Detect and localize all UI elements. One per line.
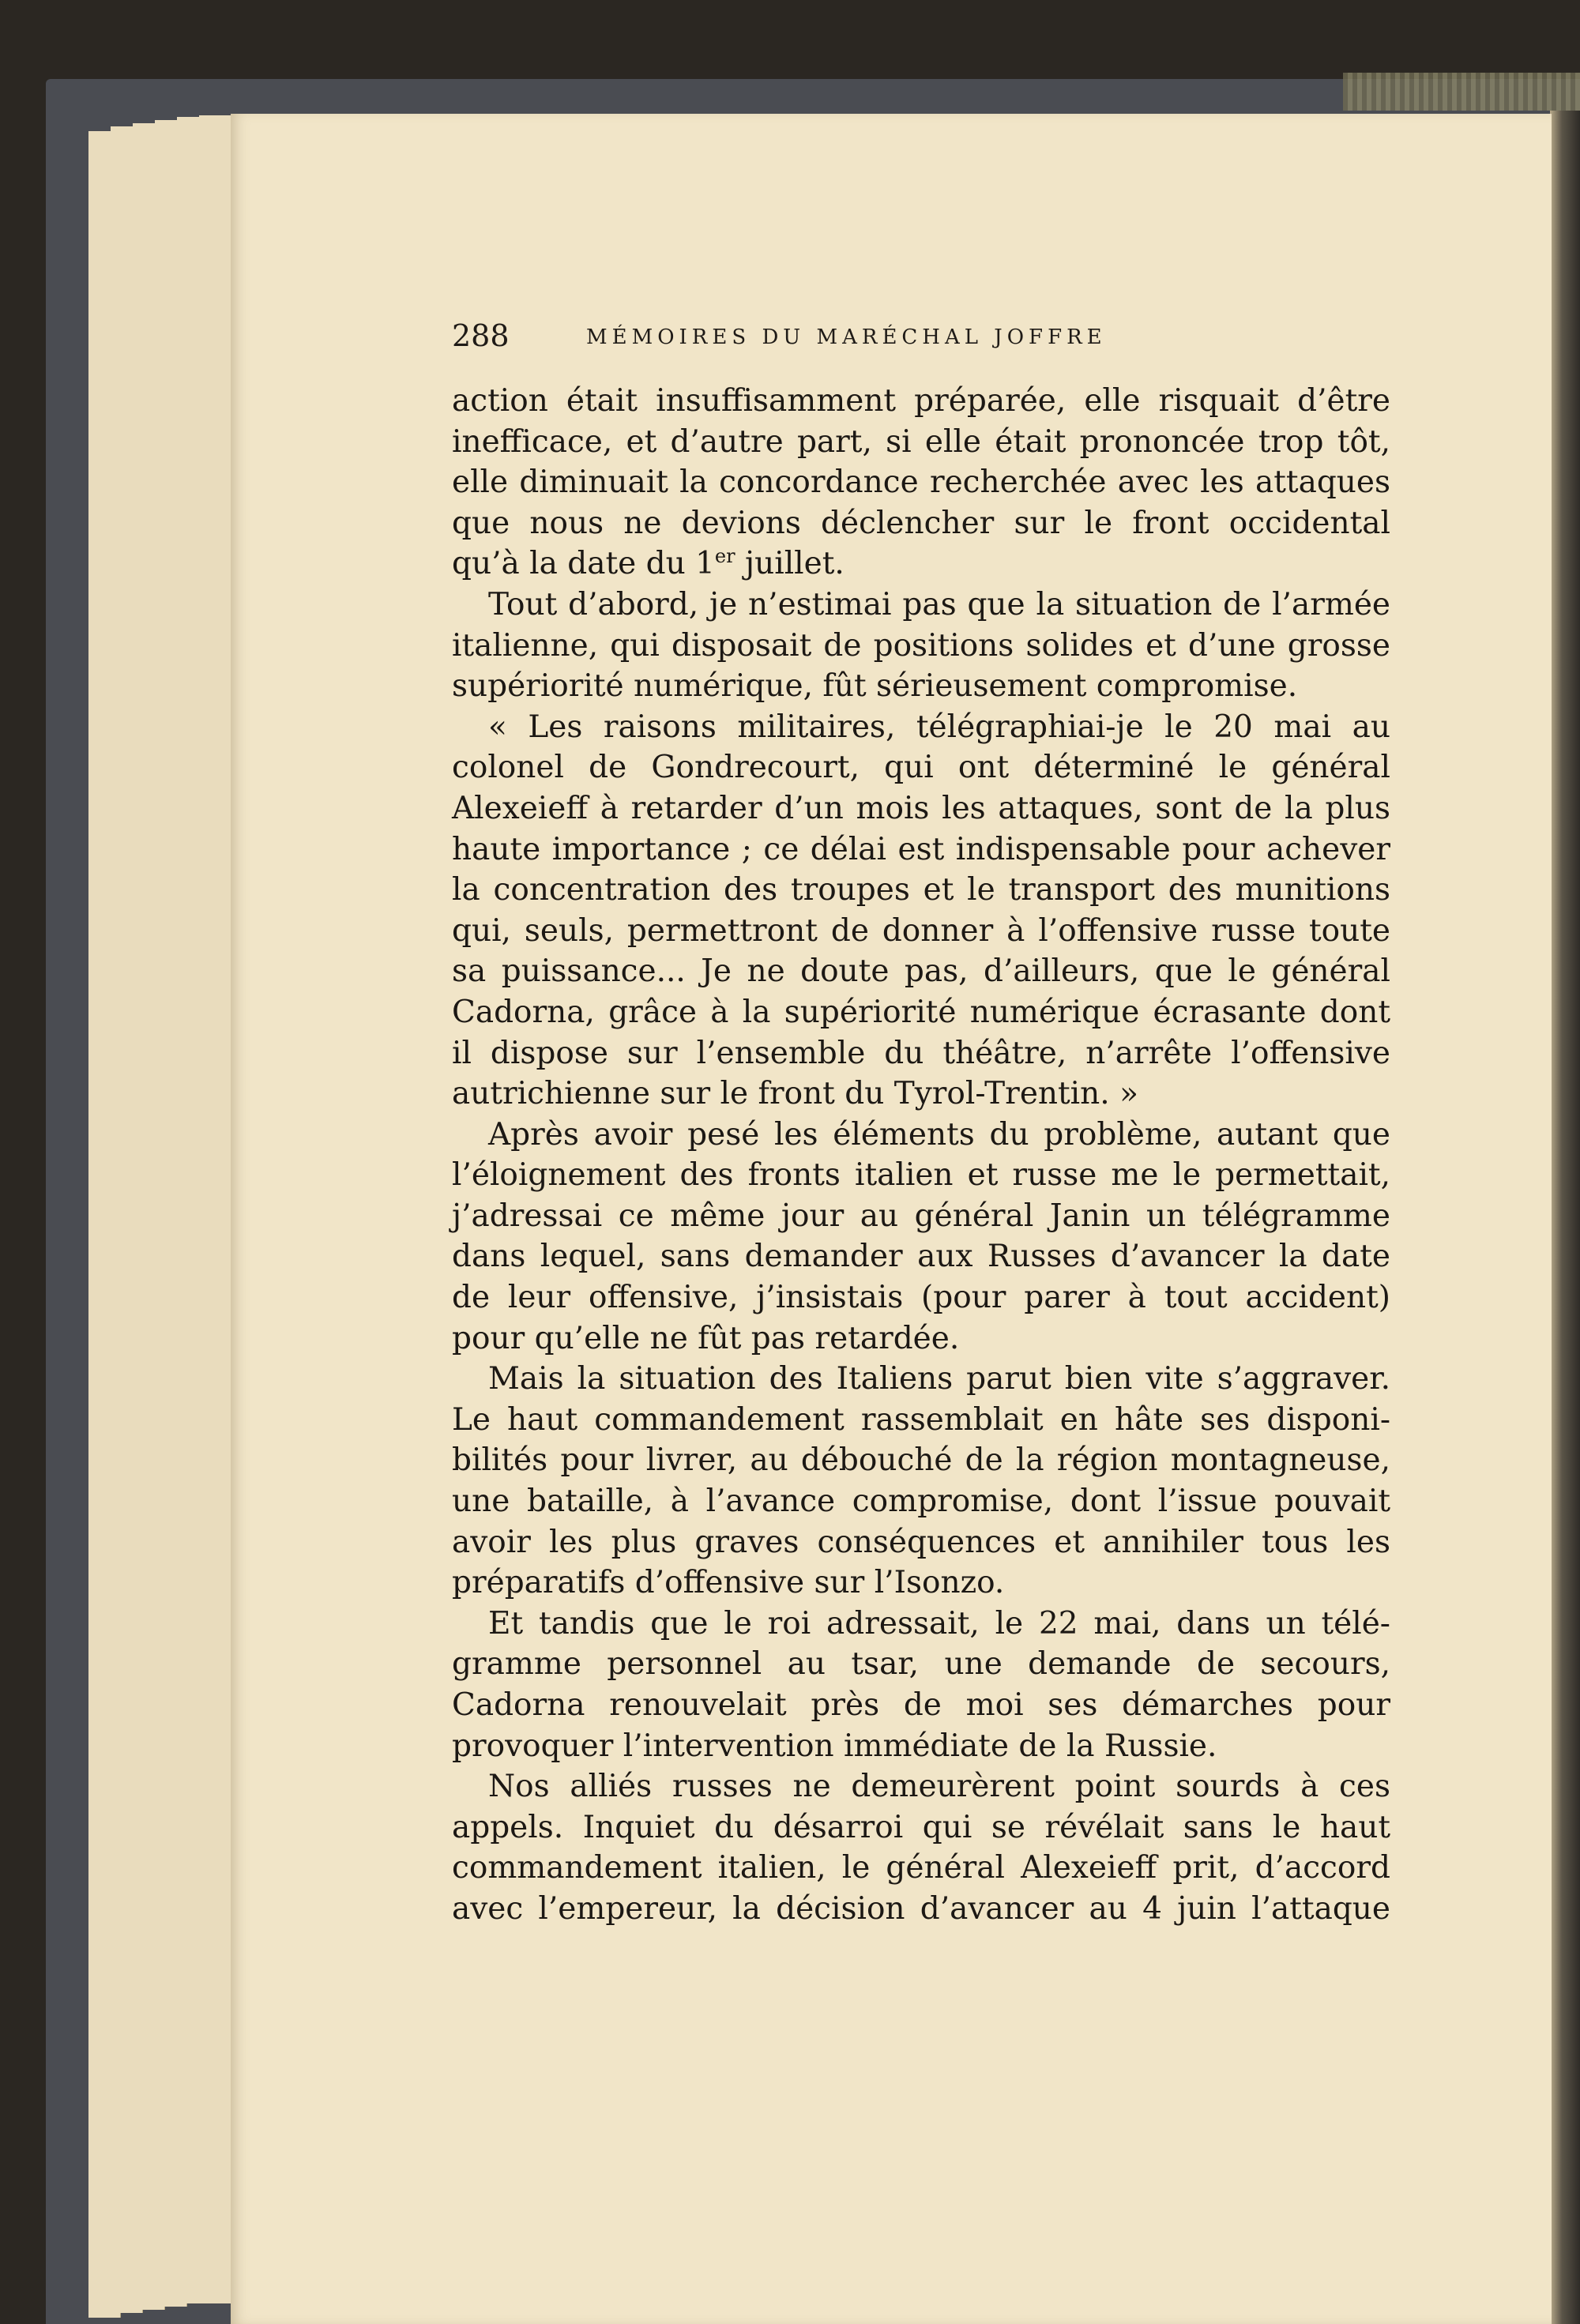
text-line: de leur offensive, j’insistais (pour parer à tout accident) (452, 1280, 1390, 1316)
text-line (452, 543, 1390, 585)
text-line: sa puissance... Je ne doute pas, d’ailleurs, que le général (452, 953, 1390, 990)
text-line: inefficace, et d’autre part, si elle était prononcée trop tôt, (452, 423, 1390, 460)
superscript: er (714, 545, 735, 568)
book-right-edge (1550, 111, 1580, 2324)
text-line: supériorité numérique, fût sérieusement compromise. (452, 668, 1298, 705)
text-line: il dispose sur l’ensemble du théâtre, n’arrête l’offensive (452, 1035, 1390, 1071)
text-line: pour qu’elle ne fût pas retardée. (452, 1320, 960, 1356)
text-line: gramme personnel au tsar, une demande de secours, (452, 1646, 1390, 1683)
text-line: action était insuffisamment préparée, elle risquait d’être (452, 383, 1390, 419)
cover-cloth-edge (1343, 73, 1580, 111)
text-line: Tout d’abord, je n’estimai pas que la situation de l’armée (488, 586, 1390, 622)
text-line: commandement italien, le général Alexeieff prit, d’accord (452, 1850, 1390, 1886)
text-line: dans lequel, sans demander aux Russes d’avancer la date (452, 1239, 1390, 1275)
text-line: provoquer l’intervention immédiate de la Russie. (452, 1728, 1217, 1764)
text-line: autrichienne sur le front du Tyrol-Trentin. » (452, 1076, 1138, 1112)
text-line: Le haut commandement rassemblait en hâte ses disponi- (452, 1401, 1390, 1438)
text-line: Et tandis que le roi adressait, le 22 mai, dans un télé- (488, 1605, 1390, 1641)
text-line: colonel de Gondrecourt, qui ont déterminé le général (452, 750, 1390, 786)
text-line: Après avoir pesé les éléments du problème, autant que (488, 1116, 1390, 1153)
text-line: Cadorna renouvelait près de moi ses démarches pour (452, 1687, 1390, 1723)
text-line: elle diminuait la concordance recherchée avec les attaques (452, 464, 1390, 501)
text-line: qui, seuls, permettront de donner à l’offensive russe toute (452, 912, 1390, 949)
text-line: Alexeieff à retarder d’un mois les attaques, sont de la plus (452, 790, 1390, 826)
text-line: appels. Inquiet du désarroi qui se révélait sans le haut (452, 1809, 1390, 1845)
text-line: que nous ne devions déclencher sur le front occidental (452, 505, 1390, 541)
page-number: 288 (452, 318, 510, 353)
page-edge (199, 115, 235, 2303)
text-line: la concentration des troupes et le transport des munitions (452, 872, 1390, 908)
text-line: préparatifs d’offensive sur l’Isonzo. (452, 1565, 1005, 1601)
body-text (452, 381, 1390, 1930)
text-line-part: qu’à la date du 1 (452, 546, 715, 582)
text-line: italienne, qui disposait de positions solides et d’une grosse (452, 627, 1390, 664)
text-line-part: juillet. (735, 546, 845, 582)
page-header (452, 316, 1400, 355)
text-line: « Les raisons militaires, télégraphiai-je le 20 mai au (488, 709, 1390, 745)
text-line: l’éloignement des fronts italien et russe me le permettait, (452, 1157, 1390, 1194)
text-line: j’adressai ce même jour au général Janin un télégramme (452, 1198, 1390, 1234)
text-line: bilités pour livrer, au débouché de la région montagneuse, (452, 1442, 1390, 1479)
text-line: avoir les plus graves conséquences et annihiler tous les (452, 1524, 1390, 1560)
text-line: une bataille, à l’avance compromise, dont l’issue pouvait (452, 1484, 1390, 1520)
text-line: haute importance ; ce délai est indispensable pour achever (452, 831, 1390, 867)
text-line: avec l’empereur, la décision d’avancer au 4 juin l’attaque (452, 1890, 1390, 1927)
text-line: Mais la situation des Italiens parut bien vite s’aggraver. (488, 1361, 1390, 1397)
text-line: Cadorna, grâce à la supériorité numérique écrasante dont (452, 994, 1390, 1030)
text-line: Nos alliés russes ne demeurèrent point sourds à ces (488, 1769, 1390, 1805)
running-title: MÉMOIRES DU MARÉCHAL JOFFRE (586, 325, 1107, 349)
